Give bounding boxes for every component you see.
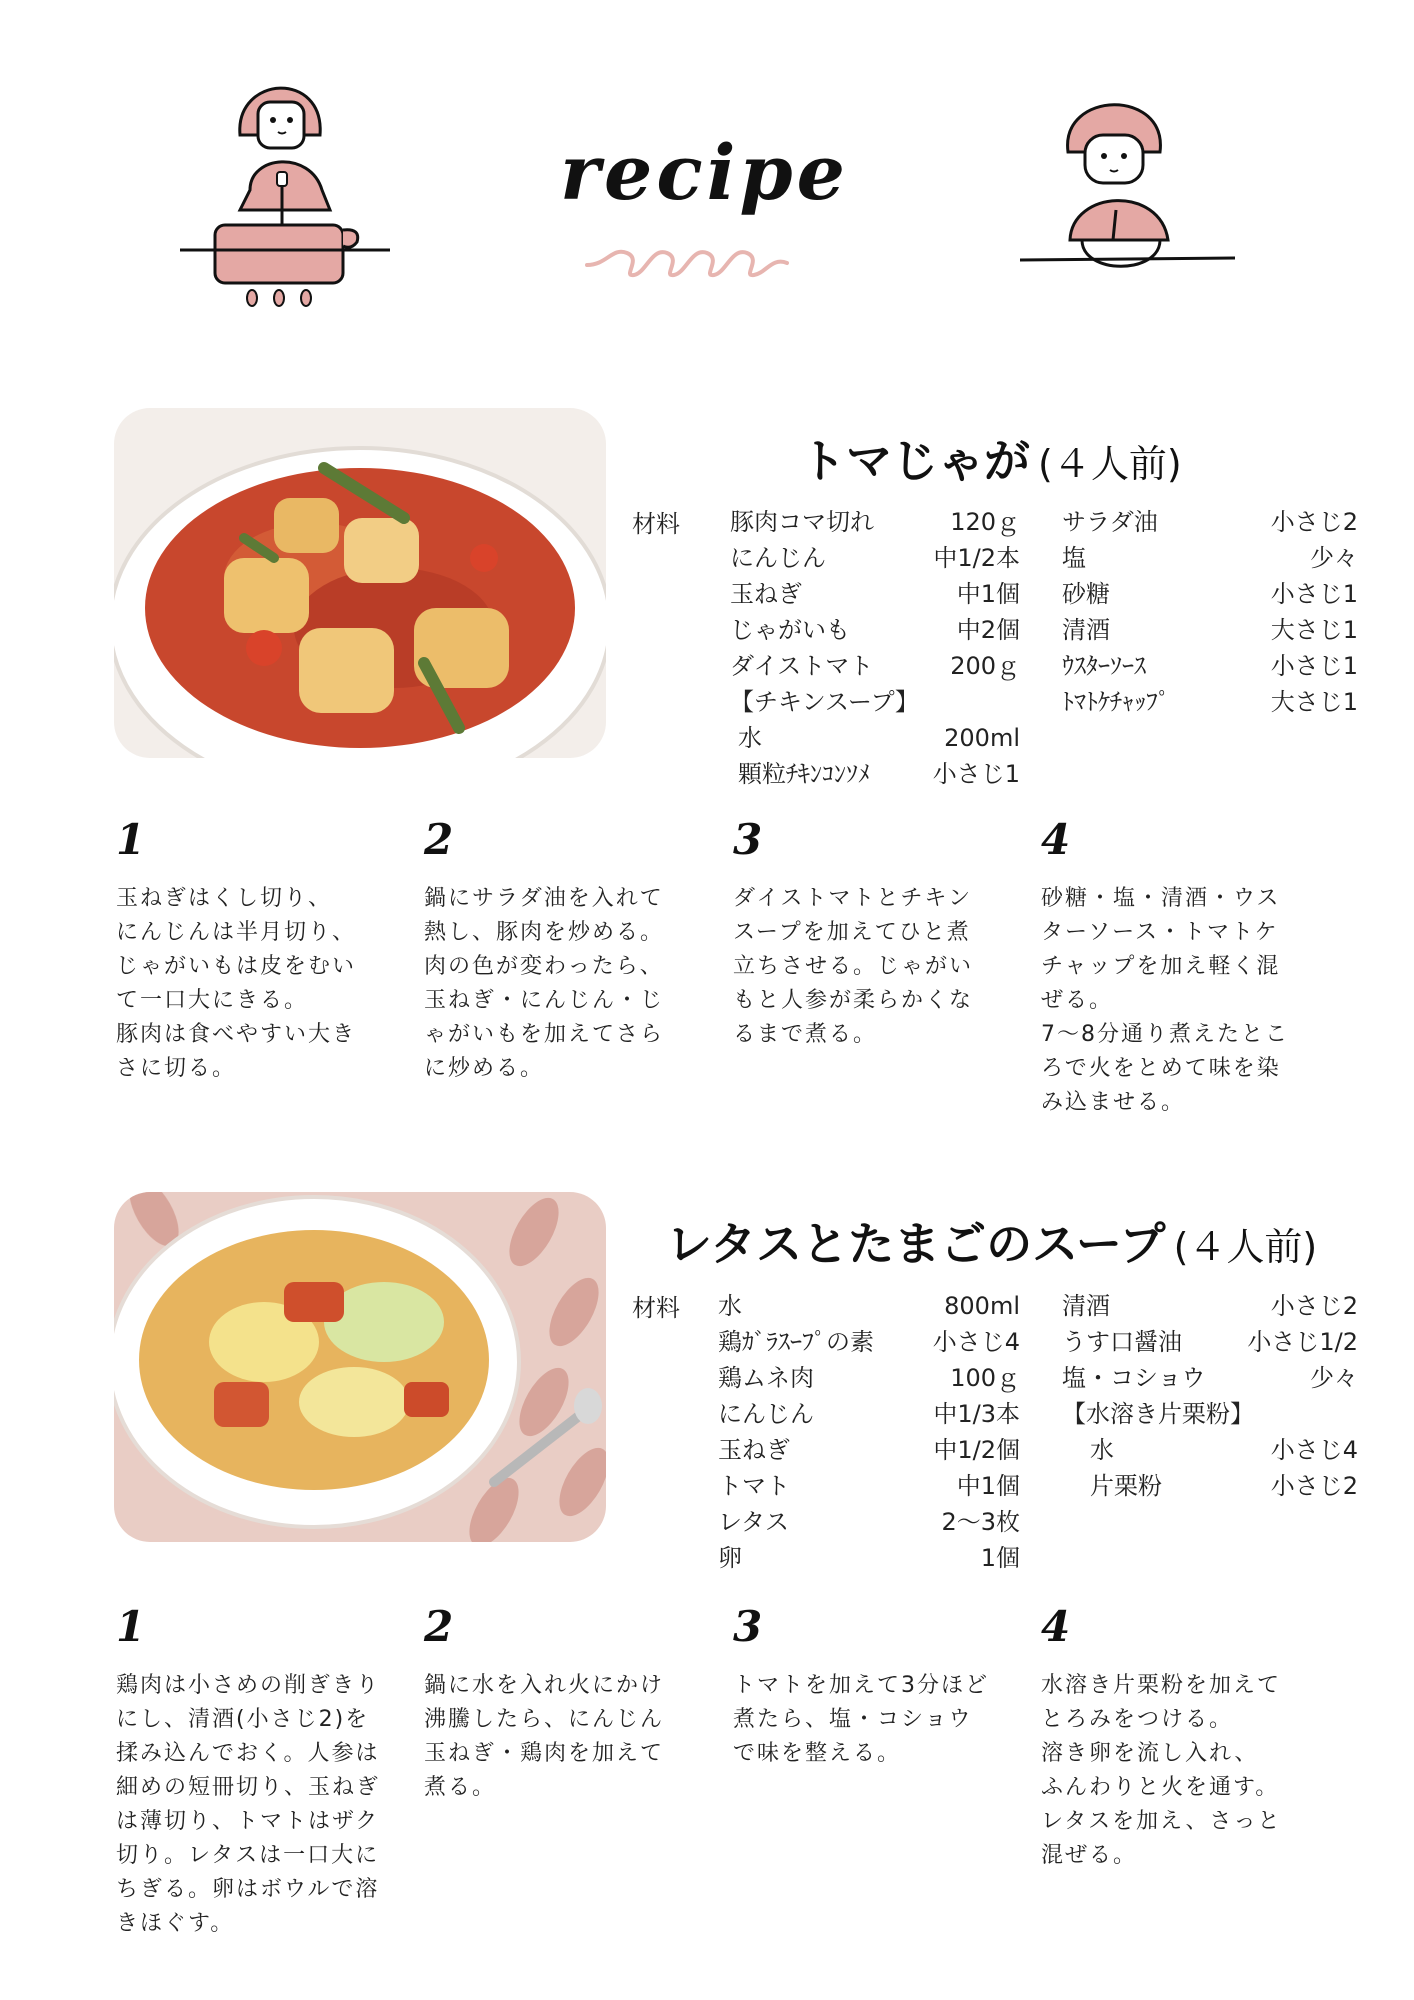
step-number: 1 [116,1602,146,1651]
step-text: ダイストマトとチキン スープを加えてひと煮 立ちさせる。じゃがい もと人参が柔らかくな るまで煮る。 [733,886,974,1047]
step-4 [1041,815,1341,1120]
step-2 [424,1602,714,1805]
step-text: 鍋に水を入れ火にかけ 沸騰したら、にんじん 玉ねぎ・鶏肉を加えて 煮る。 [424,1673,665,1800]
tomajaga-food-image [114,408,606,758]
ingredient-row: サラダ油 小さじ2 [1062,508,1358,536]
recipe-photo-tomajaga [114,408,606,758]
step-3 [733,815,1023,1052]
ingredient-row: 水 200ml [738,724,1020,752]
ingredient-row: トマト 中1個 [718,1472,1020,1500]
page-title: recipe [560,128,850,217]
ingredient-row: ダイストマト 200ｇ [730,652,1020,680]
squiggle-divider-icon [582,245,792,285]
recipe-photo-lettuce-egg-soup [114,1192,606,1542]
girl-mixing-bowl-illustration [1020,80,1250,300]
ingredient-row: 玉ねぎ 中1個 [730,580,1020,608]
recipe-title [666,1208,1317,1274]
lettuce-egg-soup-food-image [114,1192,606,1542]
ingredient-row: じゃがいも 中2個 [730,616,1020,644]
step-number: 2 [424,1602,454,1651]
girl-stirring-pot-illustration [180,60,440,310]
ingredients-list-right [1062,1288,1358,1508]
ingredients-label: 材料 [632,1294,680,1322]
step-text: 水溶き片栗粉を加えて とろみをつける。 溶き卵を流し入れ、 ふんわりと火を通す。 レタスを加え、さっと 混ぜる。 [1041,1673,1282,1868]
ingredient-row: にんじん 中1/2本 [730,544,1020,572]
ingredient-group-header: 【チキンスープ】 [730,688,919,716]
step-text: 玉ねぎはくし切り、 にんじんは半月切り、 じゃがいもは皮をむい て一口大にきる。 豚肉は食べやすい大き さに切る。 [116,886,357,1081]
ingredient-row: 顆粒ﾁｷﾝｺﾝｿﾒ 小さじ1 [738,760,1020,788]
ingredient-row: 鶏ｶﾞﾗｽｰﾌﾟの素 小さじ4 [718,1328,1020,1356]
ingredients-list-left [730,504,1020,804]
step-text: 鶏肉は小さめの削ぎきり にし、清酒(小さじ2)を 揉み込んでおく。人参は 細めの短冊切り、玉ねぎ は薄切り、トマトはザク 切り。レタスは一口大に ちぎる。卵はボウルで溶 きほぐす。 [116,1673,381,1936]
step-1 [116,815,406,1086]
ingredient-row: 水 800ml [718,1292,1020,1320]
ingredient-row: 鶏ムネ肉 100ｇ [718,1364,1020,1392]
step-number: 4 [1041,1602,1071,1651]
servings-label: (４人前) [1173,1225,1318,1269]
step-text: 砂糖・塩・清酒・ウス ターソース・トマトケ チャップを加え軽く混 ぜる。 7〜8分通り煮えたとこ ろで火をとめて味を染 み込ませる。 [1041,886,1289,1115]
ingredient-group-header: 【水溶き片栗粉】 [1062,1400,1254,1428]
ingredient-row: 清酒 大さじ1 [1062,616,1358,644]
step-1 [116,1602,416,1941]
recipe-title [800,425,1182,491]
ingredient-row: 卵 1個 [718,1544,1020,1572]
ingredient-row: 塩 少々 [1062,544,1358,572]
step-number: 3 [733,1602,763,1651]
ingredient-row: 豚肉コマ切れ 120ｇ [730,508,1020,536]
step-text: トマトを加えて3分ほど 煮たら、塩・コショウ で味を整える。 [733,1673,989,1766]
ingredients-list-right [1062,504,1358,724]
ingredient-row: にんじん 中1/3本 [718,1400,1020,1428]
recipe-name: レタスとたまごのスープ [666,1217,1166,1271]
ingredient-row: 玉ねぎ 中1/2個 [718,1436,1020,1464]
ingredient-row: 清酒 小さじ2 [1062,1292,1358,1320]
ingredient-row: うす口醤油 小さじ1/2 [1062,1328,1358,1356]
step-number: 4 [1041,815,1071,864]
step-text: 鍋にサラダ油を入れて 熱し、豚肉を炒める。 肉の色が変わったら、 玉ねぎ・にんじん・じ ゃがいもを加えてさら に炒める。 [424,886,665,1081]
step-number: 1 [116,815,146,864]
ingredient-row: ﾄﾏﾄｹﾁｬｯﾌﾟ 大さじ1 [1062,688,1358,716]
ingredient-row: 水 小さじ4 [1090,1436,1358,1464]
step-4 [1041,1602,1341,1873]
ingredient-row: 片栗粉 小さじ2 [1090,1472,1358,1500]
step-number: 2 [424,815,454,864]
ingredient-row: レタス 2〜3枚 [718,1508,1020,1536]
ingredient-row: ｳｽﾀｰｿｰｽ 小さじ1 [1062,652,1358,680]
step-3 [733,1602,1023,1771]
step-number: 3 [733,815,763,864]
step-2 [424,815,714,1086]
ingredients-list-left [718,1288,1020,1588]
recipe-name: トマじゃが [800,434,1030,488]
ingredients-label: 材料 [632,510,680,538]
servings-label: (４人前) [1038,442,1182,486]
ingredient-row: 砂糖 小さじ1 [1062,580,1358,608]
ingredient-row: 塩・コショウ 少々 [1062,1364,1358,1392]
